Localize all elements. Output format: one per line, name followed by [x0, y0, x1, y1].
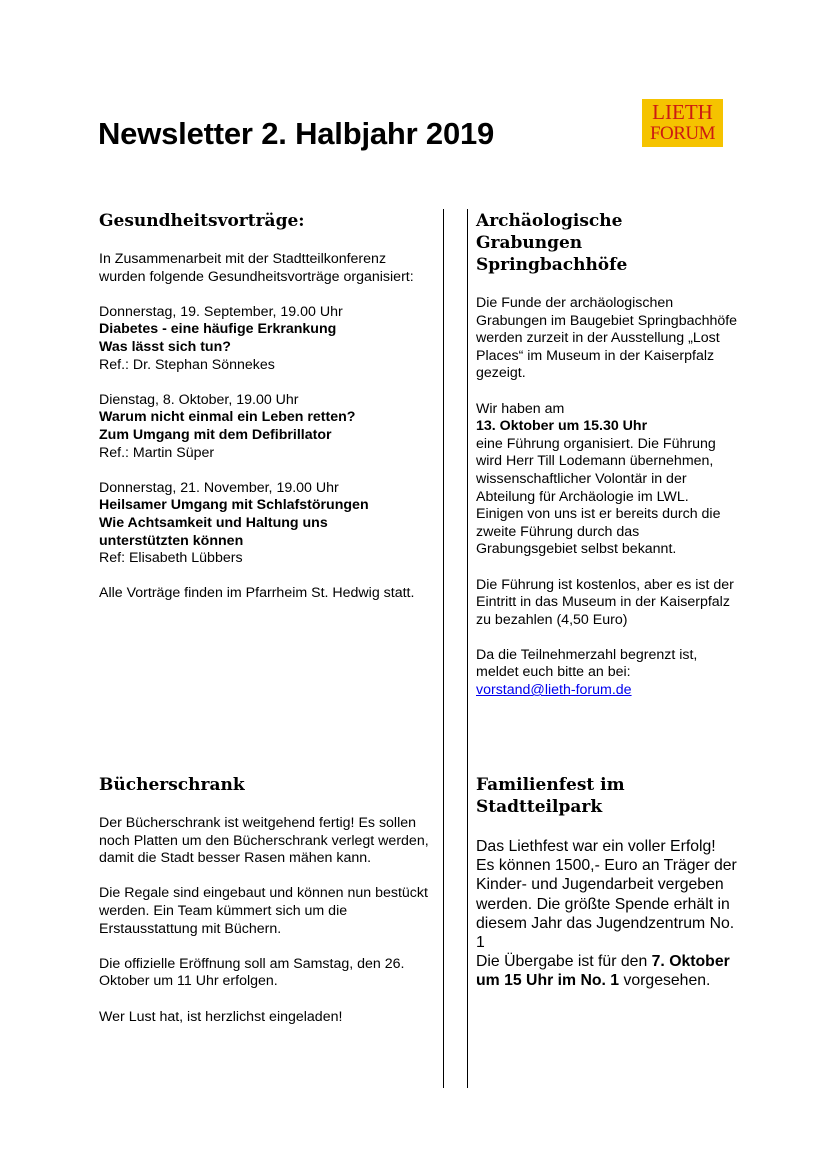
section-heading: Gesundheitsvorträge: — [99, 211, 305, 231]
event-title: Was lässt sich tun? — [99, 338, 231, 355]
highlight-date: 13. Oktober um 15.30 Uhr — [476, 418, 648, 435]
event-date: Donnerstag, 21. November, 19.00 Uhr — [99, 479, 339, 496]
paragraph — [476, 647, 738, 700]
section-heading: Bücherschrank — [99, 775, 245, 795]
section-familienfest — [476, 774, 738, 991]
section-heading: Familienfest im Stadtteilpark — [476, 775, 625, 817]
email-link[interactable]: vorstand@lieth-forum.de — [476, 682, 632, 699]
paragraph: Wer Lust hat, ist herzlichst eingeladen! — [99, 1008, 343, 1025]
paragraph-text: vorgesehen. — [619, 972, 711, 990]
column-divider-right — [467, 209, 468, 1088]
paragraph: Der Bücherschrank ist weitgehend fertig! Es sollen noch Platten um den Bücherschrank verlegt werden, damit die Stadt besser Rasen mähen kann. — [99, 815, 429, 867]
paragraph — [476, 401, 738, 559]
event-speaker: Ref.: Dr. Stephan Sönnekes — [99, 356, 275, 373]
event-item — [99, 304, 434, 374]
page-title: Newsletter 2. Halbjahr 2019 — [98, 116, 495, 151]
column-divider-left — [443, 209, 444, 1088]
event-speaker: Ref: Elisabeth Lübbers — [99, 550, 243, 567]
intro-text: In Zusammenarbeit mit der Stadtteilkonferenz wurden folgende Gesundheitsvorträge organisiert: — [99, 251, 414, 285]
event-item — [99, 392, 434, 462]
paragraph: Die Führung ist kostenlos, aber es ist der Eintritt in das Museum in der Kaiserpfalz zu bezahlen (4,50 Euro) — [476, 576, 734, 628]
closing-text: Alle Vorträge finden im Pfarrheim St. Hedwig statt. — [99, 585, 415, 602]
event-item — [99, 480, 434, 568]
logo-line-1: LIETH — [652, 100, 713, 124]
event-date: Dienstag, 8. Oktober, 19.00 Uhr — [99, 391, 299, 408]
paragraph-text: Wir haben am — [476, 400, 565, 417]
paragraph-text: eine Führung organisiert. Die Führung wird Herr Till Lodemann übernehmen, wissenschaftlicher Volontär in der Abteilung für Archäologie im LWL. Einigen von uns ist er bereits durch die zweite Führung durch das Grabungsgebiet selbst bekannt. — [476, 435, 721, 558]
event-title: Zum Umgang mit dem Defibrillator — [99, 426, 332, 443]
paragraph-text: Das Liethfest war ein voller Erfolg! Es können 1500,- Euro an Träger der Kinder- und Jugendarbeit vergeben werden. Die größte Spende erhält in diesem Jahr das Jugendzentrum No. 1 — [476, 838, 737, 952]
paragraph: Die Regale sind eingebaut und können nun bestückt werden. Ein Team kümmert sich um die Erstausstattung mit Büchern. — [99, 885, 428, 937]
section-gesundheit — [99, 210, 434, 620]
paragraph-text: Da die Teilnehmerzahl begrenzt ist, meldet euch bitte an bei: — [476, 646, 698, 681]
event-title: Wie Achtsamkeit und Haltung uns — [99, 514, 328, 531]
section-heading: Archäologische Grabungen Springbachhöfe — [476, 211, 628, 275]
event-title: unterstützten können — [99, 532, 244, 549]
event-title: Heilsamer Umgang mit Schlafstörungen — [99, 497, 369, 514]
paragraph: Die offizielle Eröffnung soll am Samstag, den 26. Oktober um 11 Uhr erfolgen. — [99, 955, 405, 990]
paragraph-text: Die Übergabe ist für den — [476, 953, 652, 971]
section-buecherschrank — [99, 774, 434, 1044]
event-title: Warum nicht einmal ein Leben retten? — [99, 409, 356, 426]
event-date: Donnerstag, 19. September, 19.00 Uhr — [99, 303, 343, 320]
event-title: Diabetes - eine häufige Erkrankung — [99, 321, 337, 338]
paragraph: Die Funde der archäologischen Grabungen im Baugebiet Springbachhöfe werden zurzeit in der Ausstellung „Lost Places“ im Museum in der Kaiserpfalz gezeigt. — [476, 295, 738, 382]
lieth-forum-logo — [642, 99, 723, 147]
logo-line-2: FORUM — [649, 123, 716, 144]
paragraph — [476, 837, 738, 991]
event-speaker: Ref.: Martin Süper — [99, 444, 215, 461]
highlight-date: 7. Oktober um 15 Uhr im No. 1 — [476, 953, 730, 990]
section-archaeologie — [476, 210, 738, 717]
